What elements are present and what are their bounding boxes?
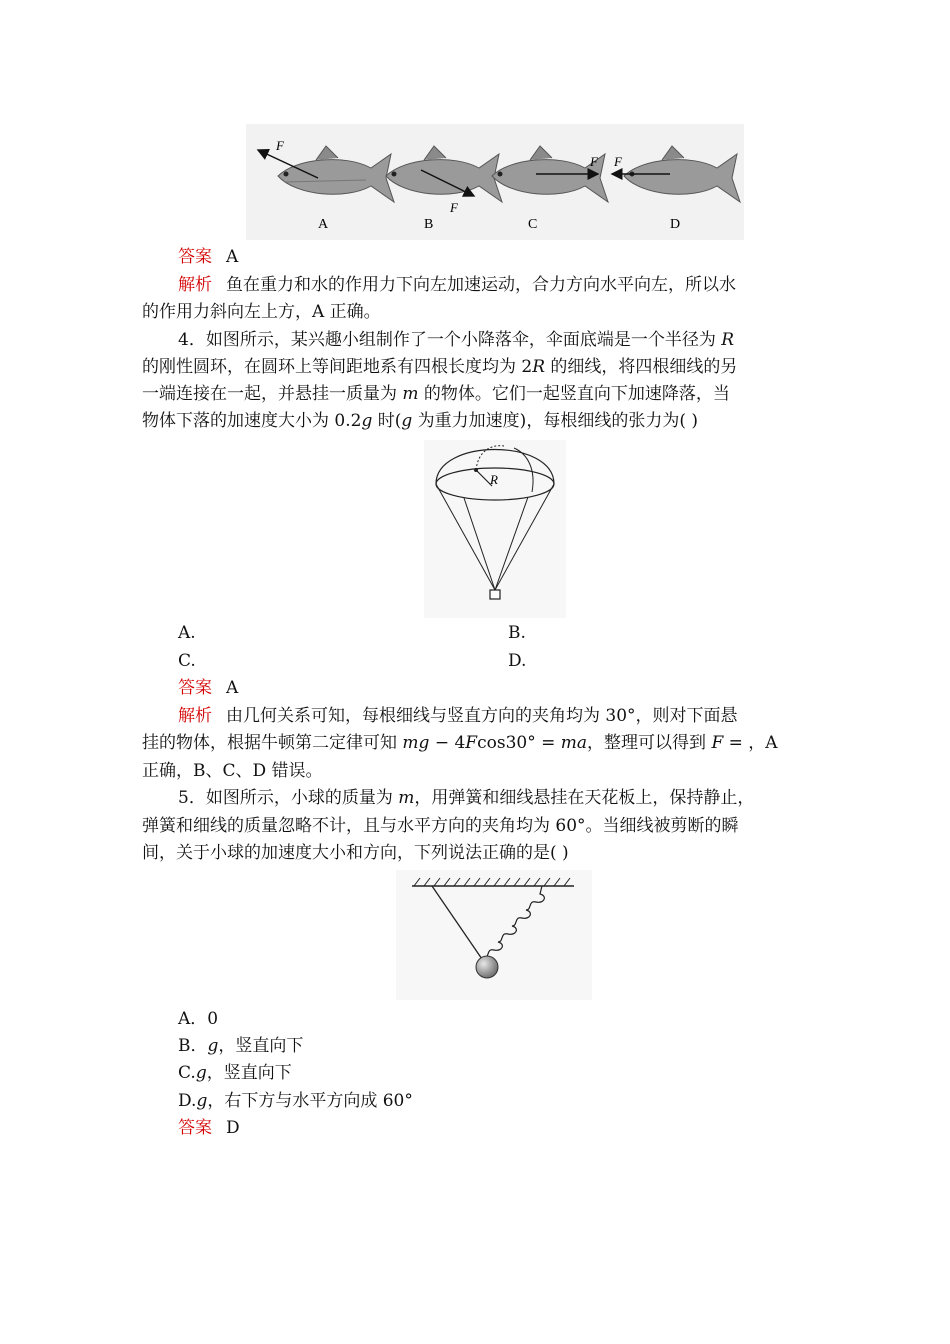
q4-option-a: A. bbox=[178, 623, 196, 643]
q4-option-d: D. bbox=[508, 651, 527, 671]
q4-option-b: B. bbox=[508, 623, 526, 643]
force-label-b: F bbox=[450, 200, 458, 215]
force-label-a: F bbox=[276, 138, 284, 153]
q4-stem-line-1: 4．如图所示，某兴趣小组制作了一个小降落伞，伞面底端是一个半径为 R bbox=[178, 330, 735, 350]
analysis-text: 鱼在重力和水的作用力下向左加速运动，合力方向水平向左，所以水 bbox=[226, 275, 736, 295]
q4-answer-line: 答案 A bbox=[178, 678, 239, 698]
spring-ball-figure bbox=[396, 870, 592, 1000]
radius-label: R bbox=[490, 472, 498, 487]
q5-answer-line: 答案 D bbox=[178, 1118, 240, 1138]
fish-force-figure bbox=[246, 124, 744, 240]
q5-option-a: A．0 bbox=[178, 1009, 219, 1029]
analysis-tag: 解析 bbox=[178, 275, 212, 295]
fish-label-a: A bbox=[318, 217, 329, 232]
force-label-d: F bbox=[614, 154, 622, 169]
q5-option-c: C.g，竖直向下 bbox=[178, 1063, 292, 1083]
q4-analysis-line-1: 解析 由几何关系可知，每根细线与竖直方向的夹角均为 30°，则对下面悬 bbox=[178, 706, 738, 726]
hanging-object bbox=[490, 590, 500, 599]
fish-label-d: D bbox=[670, 217, 681, 232]
q5-option-b: B．g，竖直向下 bbox=[178, 1036, 304, 1056]
force-label-c: F bbox=[590, 154, 598, 169]
q4-option-c: C. bbox=[178, 651, 196, 671]
q3-analysis-line-2: 的作用力斜向左上方，A 正确。 bbox=[142, 302, 381, 322]
q5-stem-line-1: 5．如图所示，小球的质量为 m，用弹簧和细线悬挂在天花板上，保持静止， bbox=[178, 788, 755, 808]
parachute-figure bbox=[424, 440, 566, 618]
q3-answer-line bbox=[178, 246, 858, 268]
q3-analysis-line bbox=[178, 274, 858, 296]
q5-stem-line-2: 弹簧和细线的质量忽略不计，且与水平方向的夹角均为 60°。当细线被剪断的瞬 bbox=[142, 816, 739, 836]
q4-analysis-line-3: 正确，B、C、D 错误。 bbox=[142, 761, 323, 781]
answer-value: A bbox=[226, 247, 239, 267]
q4-stem-line-2: 的刚性圆环，在圆环上等间距地系有四根长度均为 2R 的细线，将四根细线的另 bbox=[142, 357, 738, 377]
fish-label-b: B bbox=[424, 217, 434, 232]
answer-tag: 答案 bbox=[178, 247, 212, 267]
q4-stem-line-3: 一端连接在一起，并悬挂一质量为 m 的物体。它们一起竖直向下加速降落，当 bbox=[142, 384, 730, 404]
q4-analysis-line-2: 挂的物体，根据牛顿第二定律可知 mg − 4Fcos30° = ma，整理可以得到 F = ，A bbox=[142, 733, 778, 753]
q5-option-d: D.g，右下方与水平方向成 60° bbox=[178, 1091, 413, 1111]
ball bbox=[476, 956, 498, 978]
q5-stem-line-3: 间，关于小球的加速度大小和方向，下列说法正确的是( ) bbox=[142, 843, 569, 863]
fish-label-c: C bbox=[528, 217, 538, 232]
q4-stem-line-4: 物体下落的加速度大小为 0.2g 时(g 为重力加速度)，每根细线的张力为( ) bbox=[142, 411, 698, 431]
